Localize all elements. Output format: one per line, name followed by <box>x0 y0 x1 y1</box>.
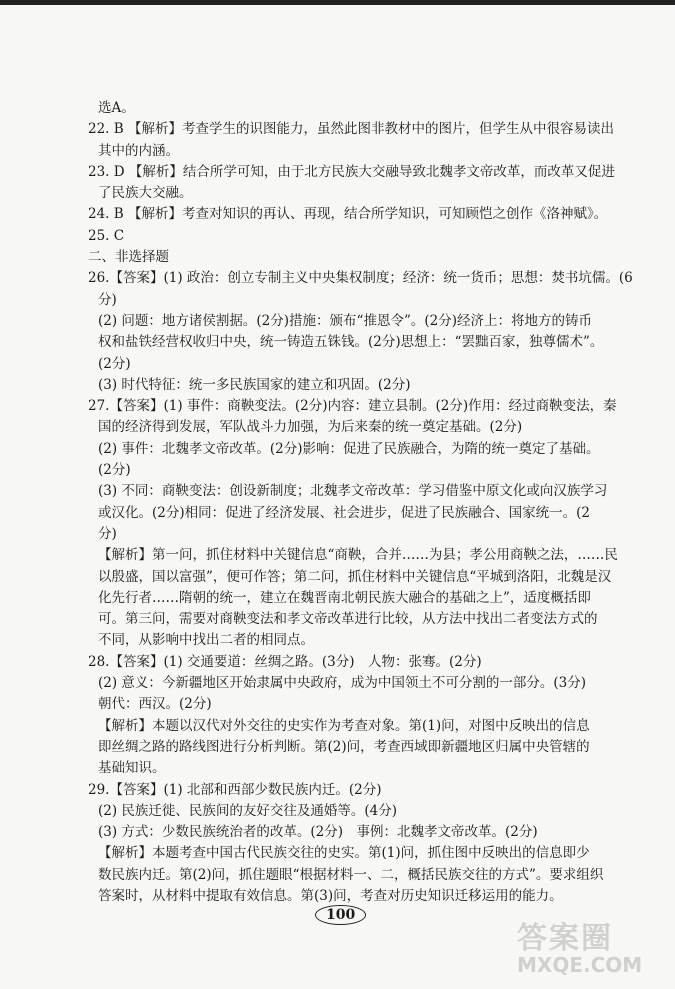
text-line: 25. C <box>88 227 125 244</box>
watermark-url-text: MXQE.COM <box>517 953 643 977</box>
text-line: (3) 方式：少数民族统治者的改革。(2分) 事例：北魏孝文帝改革。(2分) <box>98 824 538 841</box>
text-line: 23. D 【解析】结合所学可知，由于北方民族大交融导致北魏孝文帝改革，而改革又促进 <box>88 163 615 180</box>
watermark-chinese-text: 答案圈 <box>517 921 613 956</box>
text-line: (2分) <box>98 355 131 372</box>
text-line: 【解析】本题考查中国古代民族交往的史实。第(1)问，抓住图中反映出的信息即少 <box>98 845 590 862</box>
page-number-value: 100 <box>315 905 366 925</box>
text-line: 了民族大交融。 <box>98 185 193 202</box>
text-line: (2) 意义：今新疆地区开始隶属中央政府，成为中国领土不可分割的一部分。(3分) <box>98 675 587 692</box>
text-line: 27.【答案】(1) 事件：商鞅变法。(2分)内容：建立县制。(2分)作用：经过商鞅变法，秦 <box>88 398 617 415</box>
text-line: 26.【答案】(1) 政治：创立专制主义中央集权制度；经济：统一货币；思想：焚书坑儒。(6 <box>88 270 633 287</box>
text-line: 或汉化。(2分)相同：促进了经济发展、社会进步，促进了民族融合、国家统一。(2 <box>98 504 590 521</box>
text-line: (3) 不同：商鞅变法：创设新制度；北魏孝文帝改革：学习借鉴中原文化或向汉族学习 <box>98 483 608 500</box>
text-line: (2) 问题：地方诸侯割据。(2分)措施：颁布“推恩令”。(2分)经济上：将地方的铸币 <box>98 312 592 329</box>
text-line: 选A。 <box>98 100 135 116</box>
text-line: 分) <box>98 291 117 308</box>
text-line: 22. B 【解析】考查学生的识图能力，虽然此图非教材中的图片，但学生从中很容易读出 <box>88 121 614 138</box>
top-border <box>0 0 675 5</box>
text-line: 二、非选择题 <box>88 249 169 266</box>
text-line: 【解析】第一问，抓住材料中关键信息“商鞅，合并……为县；孝公用商鞅之法，……民 <box>98 547 618 564</box>
text-line: 国的经济得到发展，军队战斗力加强，为后来秦的统一奠定基础。(2分) <box>98 419 523 436</box>
page-number <box>315 905 365 925</box>
text-line: 即丝绸之路的路线图进行分析判断。第(2)问，考查西域即新疆地区归属中央管辖的 <box>98 738 590 755</box>
text-line: 以殷盛，国以富强”，便可作答；第二问，抓住材料中关键信息“平城到洛阳，北魏是汉 <box>98 568 612 585</box>
watermark-logo <box>517 913 667 983</box>
text-line: 24. B 【解析】考查对知识的再认、再现，结合所学知识，可知顾恺之创作《洛神赋》。 <box>88 206 608 223</box>
text-line: 数民族内迁。第(2)问，抓住题眼“根据材料一、二，概括民族交往的方式”。要求组织 <box>98 866 604 883</box>
text-line: 化先行者……隋朝的统一，建立在魏晋南北朝民族大融合的基础之上”，适度概括即 <box>98 589 591 606</box>
text-line: (2) 民族迁徙、民族间的友好交往及通婚等。(4分) <box>98 802 398 819</box>
text-line: 分) <box>98 525 117 542</box>
text-line: 权和盐铁经营权收归中央，统一铸造五铢钱。(2分)思想上：“罢黜百家，独尊儒术”。 <box>98 334 604 351</box>
answer-text-body <box>88 98 633 907</box>
text-line: 28.【答案】(1) 交通要道：丝绸之路。(3分) 人物：张骞。(2分) <box>88 653 482 670</box>
text-line: 基础知识。 <box>98 760 166 777</box>
text-line: (2分) <box>98 462 131 479</box>
text-line: 【解析】本题以汉代对外交往的史实作为考查对象。第(1)问，对图中反映出的信息 <box>98 717 590 734</box>
text-line: 其中的内涵。 <box>98 142 179 159</box>
text-line: 29.【答案】(1) 北部和西部少数民族内迁。(2分) <box>88 781 382 798</box>
text-line: (2) 事件：北魏孝文帝改革。(2分)影响：促进了民族融合，为隋的统一奠定了基础。 <box>98 440 600 457</box>
text-line: 不同，从影响中找出二者的相同点。 <box>98 632 314 649</box>
text-line: (3) 时代特征：统一多民族国家的建立和巩固。(2分) <box>98 376 411 393</box>
text-line: 朝代：西汉。(2分) <box>98 696 212 713</box>
text-line: 可。第三问，需要对商鞅变法和孝文帝改革进行比较，从方法中找出二者变法方式的 <box>98 611 598 628</box>
text-line: 答案时，从材料中提取有效信息。第(3)问，考查对历史知识迁移运用的能力。 <box>98 887 563 904</box>
